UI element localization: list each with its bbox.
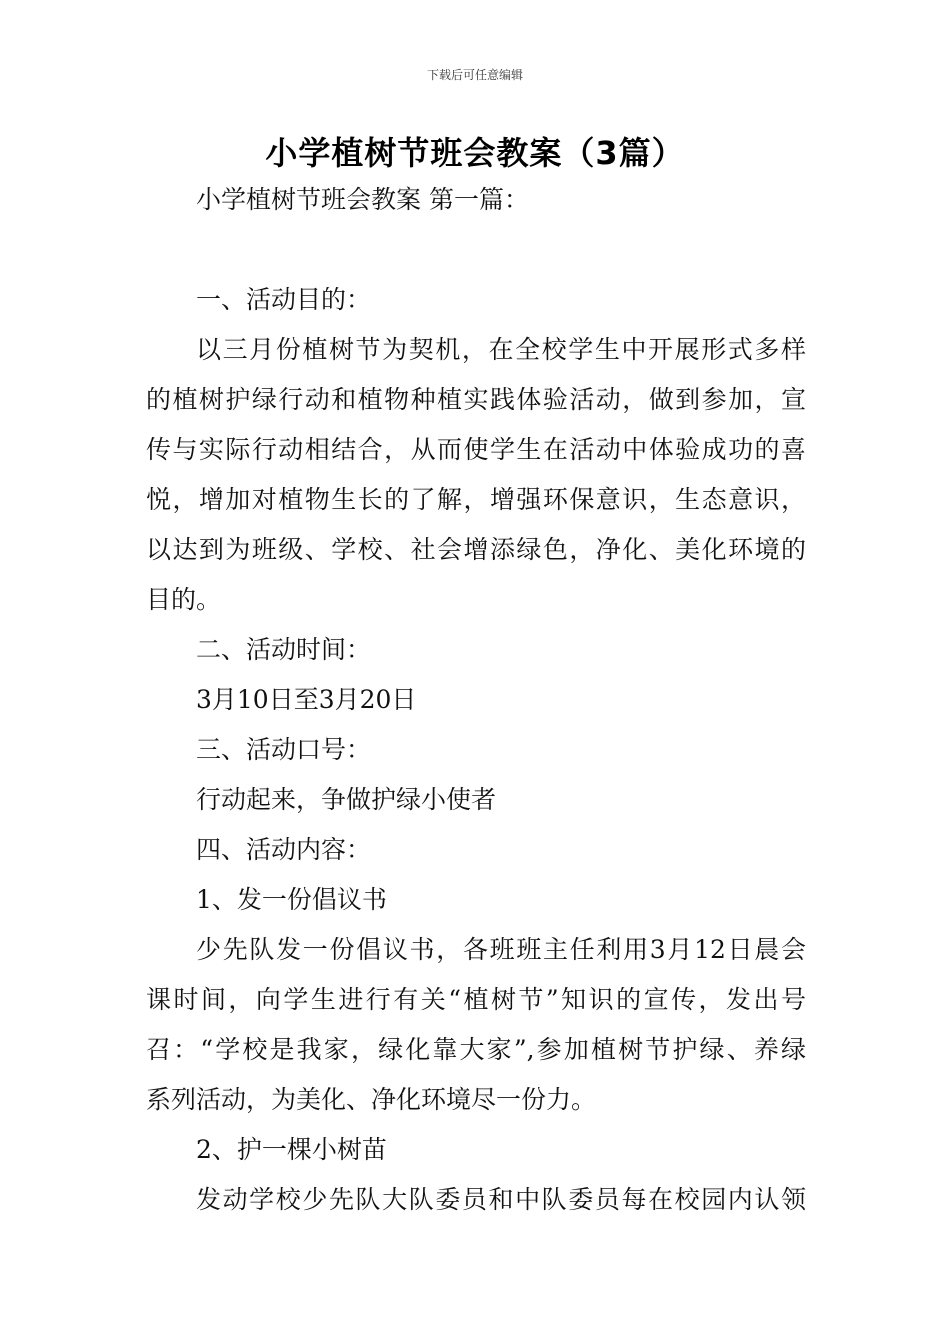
document-title: 小学植树节班会教案（3篇） [265, 134, 685, 172]
paragraph-line: 系列活动，为美化、净化环境尽一份力。 [146, 1085, 597, 1114]
activity-slogan: 行动起来，争做护绿小使者 [196, 785, 497, 814]
section-heading-slogan: 三、活动口号： [196, 735, 372, 764]
paragraph-line: 悦，增加对植物生长的了解，增强环保意识，生态意识， [146, 485, 806, 514]
header-note: 下载后可任意编辑 [426, 68, 523, 82]
paragraph-line: 少先队发一份倡议书，各班班主任利用3月12日晨会 [196, 935, 806, 964]
paragraph-line: 目的。 [146, 585, 222, 614]
activity-dates: 3月10日至3月20日 [196, 685, 417, 714]
paragraph-line: 的植树护绿行动和植物种植实践体验活动，做到参加，宣 [146, 385, 806, 414]
section-heading-purpose: 一、活动目的： [196, 285, 372, 314]
section-heading-time: 二、活动时间： [196, 635, 372, 664]
paragraph-line: 课时间，向学生进行有关“植树节”知识的宣传，发出号 [146, 985, 806, 1014]
paragraph-line: 召：“学校是我家，绿化靠大家”,参加植树节护绿、养绿 [146, 1035, 806, 1064]
paragraph-line: 传与实际行动相结合，从而使学生在活动中体验成功的喜 [146, 435, 806, 464]
paragraph-line: 以达到为班级、学校、社会增添绿色，净化、美化环境的 [146, 535, 806, 564]
item-heading-proposal: 1、发一份倡议书 [196, 885, 387, 914]
paragraph-line: 发动学校少先队大队委员和中队委员每在校园内认领 [196, 1185, 806, 1214]
document-subtitle: 小学植树节班会教案 第一篇： [196, 185, 529, 214]
paragraph-line: 以三月份植树节为契机，在全校学生中开展形式多样 [196, 335, 806, 364]
item-heading-sapling: 2、护一棵小树苗 [196, 1135, 387, 1164]
section-heading-content: 四、活动内容： [196, 835, 372, 864]
